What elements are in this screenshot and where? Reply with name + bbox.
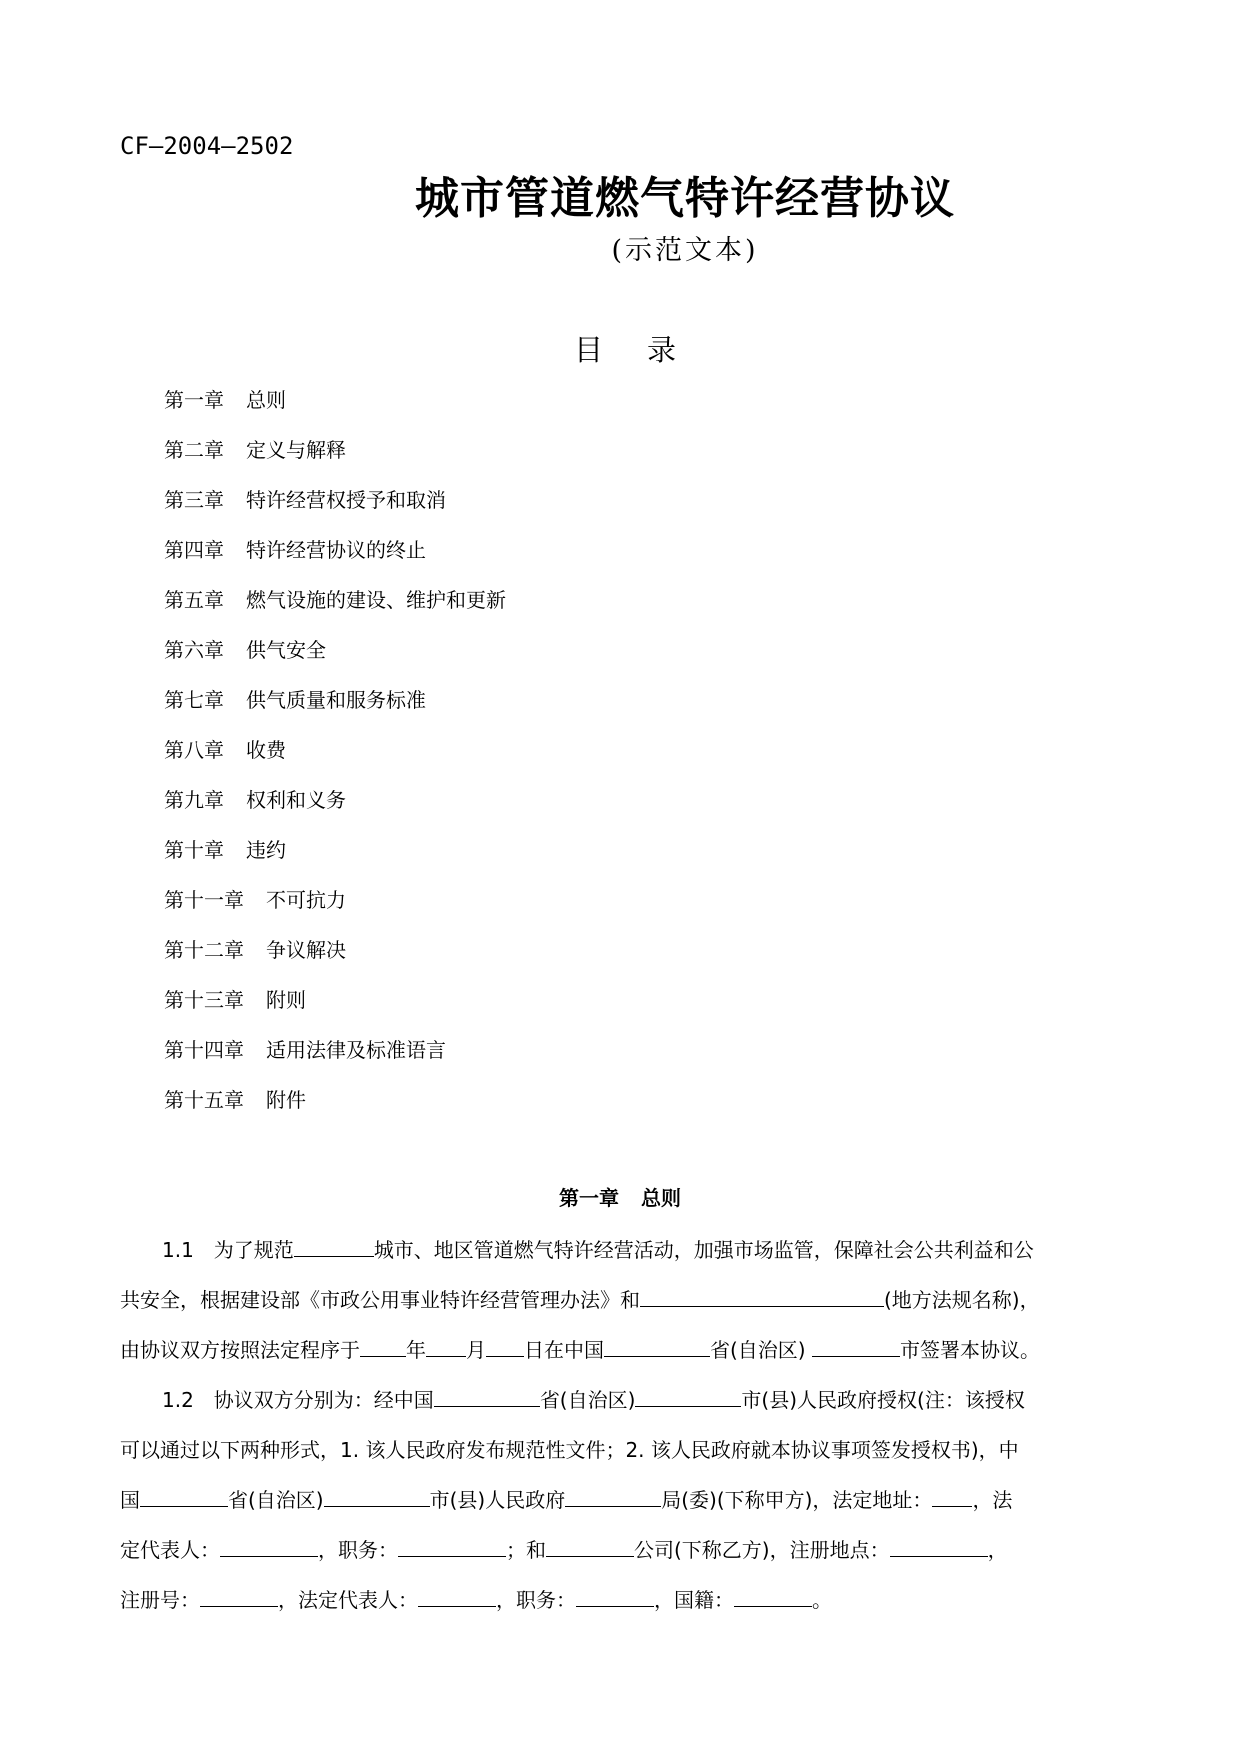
clause-text: 日在中国 bbox=[524, 1338, 604, 1362]
blank-field bbox=[360, 1328, 406, 1357]
clause-1-1 bbox=[120, 1225, 1130, 1375]
clause-1-2 bbox=[120, 1375, 1130, 1625]
toc-item-number: 第八章 bbox=[164, 738, 224, 762]
text-line bbox=[120, 1525, 1130, 1575]
toc-item-title: 收费 bbox=[246, 738, 286, 762]
clause-text: 1.2 协议双方分别为：经中国 bbox=[162, 1388, 434, 1412]
toc-item-title: 适用法律及标准语言 bbox=[266, 1038, 446, 1062]
toc-item-title: 供气安全 bbox=[246, 638, 326, 662]
toc-item bbox=[164, 983, 506, 1033]
blank-field bbox=[546, 1528, 634, 1557]
blank-field bbox=[200, 1578, 278, 1607]
blank-field bbox=[640, 1278, 884, 1307]
toc-item-title: 权利和义务 bbox=[246, 788, 346, 812]
table-of-contents bbox=[164, 383, 506, 1133]
toc-item bbox=[164, 883, 506, 933]
document-subtitle: (示范文本) bbox=[611, 235, 759, 266]
blank-field bbox=[486, 1328, 524, 1357]
clause-text: ；和 bbox=[506, 1538, 546, 1562]
toc-item-title: 不可抗力 bbox=[266, 888, 346, 912]
toc-heading bbox=[0, 328, 1240, 369]
toc-item-number: 第十章 bbox=[164, 838, 224, 862]
toc-item-number: 第四章 bbox=[164, 538, 224, 562]
clause-text: 1.1 为了规范 bbox=[162, 1238, 294, 1262]
toc-item-number: 第十四章 bbox=[164, 1038, 244, 1062]
document-title: 城市管道燃气特许经营协议 bbox=[415, 173, 955, 224]
toc-item bbox=[164, 1033, 506, 1083]
chapter-heading bbox=[0, 1182, 1240, 1211]
text-line bbox=[120, 1575, 1130, 1625]
toc-item-title: 定义与解释 bbox=[246, 438, 346, 462]
toc-item-title: 燃气设施的建设、维护和更新 bbox=[246, 588, 506, 612]
blank-field bbox=[398, 1528, 506, 1557]
toc-item-number: 第三章 bbox=[164, 488, 224, 512]
blank-field bbox=[576, 1578, 654, 1607]
blank-field bbox=[565, 1478, 661, 1507]
toc-item-title: 争议解决 bbox=[266, 938, 346, 962]
clause-text: 公司(下称乙方)，注册地点： bbox=[634, 1538, 890, 1562]
toc-item bbox=[164, 783, 506, 833]
chapter-body bbox=[120, 1225, 1130, 1625]
toc-item-number: 第九章 bbox=[164, 788, 224, 812]
toc-item-title: 附则 bbox=[266, 988, 306, 1012]
blank-field bbox=[635, 1378, 741, 1407]
toc-item bbox=[164, 433, 506, 483]
toc-item-number: 第十二章 bbox=[164, 938, 244, 962]
clause-text: 。 bbox=[812, 1588, 832, 1612]
clause-text: 共安全，根据建设部《市政公用事业特许经营管理办法》和 bbox=[120, 1288, 640, 1312]
toc-item bbox=[164, 633, 506, 683]
toc-item bbox=[164, 483, 506, 533]
blank-field bbox=[418, 1578, 496, 1607]
document-code: CF—2004—2502 bbox=[120, 132, 294, 160]
clause-text: 市(县)人民政府 bbox=[429, 1488, 566, 1512]
toc-item bbox=[164, 683, 506, 733]
chapter-number: 第一章 bbox=[559, 1186, 619, 1210]
clause-text: 注册号： bbox=[120, 1588, 200, 1612]
blank-field bbox=[140, 1478, 228, 1507]
toc-item-number: 第七章 bbox=[164, 688, 224, 712]
blank-field bbox=[604, 1328, 710, 1357]
clause-text: ，国籍： bbox=[654, 1588, 734, 1612]
toc-item bbox=[164, 733, 506, 783]
clause-text: 省(自治区) bbox=[228, 1488, 324, 1512]
blank-field bbox=[812, 1328, 900, 1357]
blank-field bbox=[426, 1328, 466, 1357]
toc-item-number: 第十五章 bbox=[164, 1088, 244, 1112]
toc-item-title: 附件 bbox=[266, 1088, 306, 1112]
toc-item-title: 特许经营权授予和取消 bbox=[246, 488, 446, 512]
text-line bbox=[120, 1375, 1130, 1425]
clause-text: ，职务： bbox=[496, 1588, 576, 1612]
toc-item-title: 违约 bbox=[246, 838, 286, 862]
toc-item-title: 特许经营协议的终止 bbox=[246, 538, 426, 562]
text-line bbox=[120, 1425, 1130, 1475]
clause-text: ，职务： bbox=[318, 1538, 398, 1562]
blank-field bbox=[220, 1528, 318, 1557]
chapter-name: 总则 bbox=[641, 1186, 681, 1210]
clause-text: 年 bbox=[406, 1338, 426, 1362]
blank-field bbox=[890, 1528, 988, 1557]
toc-heading-left: 目 bbox=[573, 333, 603, 367]
toc-item bbox=[164, 583, 506, 633]
clause-text: 城市、地区管道燃气特许经营活动，加强市场监管，保障社会公共利益和公 bbox=[373, 1238, 1034, 1262]
clause-text: 定代表人： bbox=[120, 1538, 220, 1562]
clause-text: 国 bbox=[120, 1488, 140, 1512]
clause-text: ，法 bbox=[972, 1488, 1013, 1512]
clause-text: ，法定代表人： bbox=[278, 1588, 418, 1612]
clause-text: 可以通过以下两种形式，1. 该人民政府发布规范性文件；2. 该人民政府就本协议事项签发授权书)，中 bbox=[120, 1438, 1019, 1462]
clause-text: 市签署本协议。 bbox=[899, 1338, 1040, 1362]
blank-field bbox=[734, 1578, 812, 1607]
clause-text: 省(自治区) bbox=[710, 1338, 806, 1362]
clause-text: 市(县)人民政府授权(注：该授权 bbox=[741, 1388, 1025, 1412]
blank-field bbox=[294, 1228, 374, 1257]
text-line bbox=[120, 1225, 1130, 1275]
toc-item-number: 第十三章 bbox=[164, 988, 244, 1012]
clause-text: (地方法规名称)， bbox=[884, 1288, 1040, 1312]
text-line bbox=[120, 1275, 1130, 1325]
text-line bbox=[120, 1475, 1130, 1525]
toc-item-number: 第二章 bbox=[164, 438, 224, 462]
toc-item bbox=[164, 833, 506, 883]
clause-text: ， bbox=[987, 1538, 1008, 1562]
toc-item-number: 第十一章 bbox=[164, 888, 244, 912]
toc-item-number: 第六章 bbox=[164, 638, 224, 662]
toc-item-title: 供气质量和服务标准 bbox=[246, 688, 426, 712]
text-line bbox=[120, 1325, 1130, 1375]
toc-item bbox=[164, 383, 506, 433]
clause-text: 由协议双方按照法定程序于 bbox=[120, 1338, 360, 1362]
toc-item-number: 第一章 bbox=[164, 388, 224, 412]
blank-field bbox=[434, 1378, 540, 1407]
toc-item bbox=[164, 933, 506, 983]
toc-item-number: 第五章 bbox=[164, 588, 224, 612]
blank-field bbox=[932, 1478, 972, 1507]
toc-item-title: 总则 bbox=[246, 388, 286, 412]
toc-heading-right: 录 bbox=[647, 333, 677, 367]
toc-item bbox=[164, 533, 506, 583]
clause-text: 省(自治区) bbox=[539, 1388, 636, 1412]
clause-text: 月 bbox=[466, 1338, 486, 1362]
toc-item bbox=[164, 1083, 506, 1133]
blank-field bbox=[324, 1478, 430, 1507]
clause-text: 局(委)(下称甲方)，法定地址： bbox=[661, 1488, 933, 1512]
